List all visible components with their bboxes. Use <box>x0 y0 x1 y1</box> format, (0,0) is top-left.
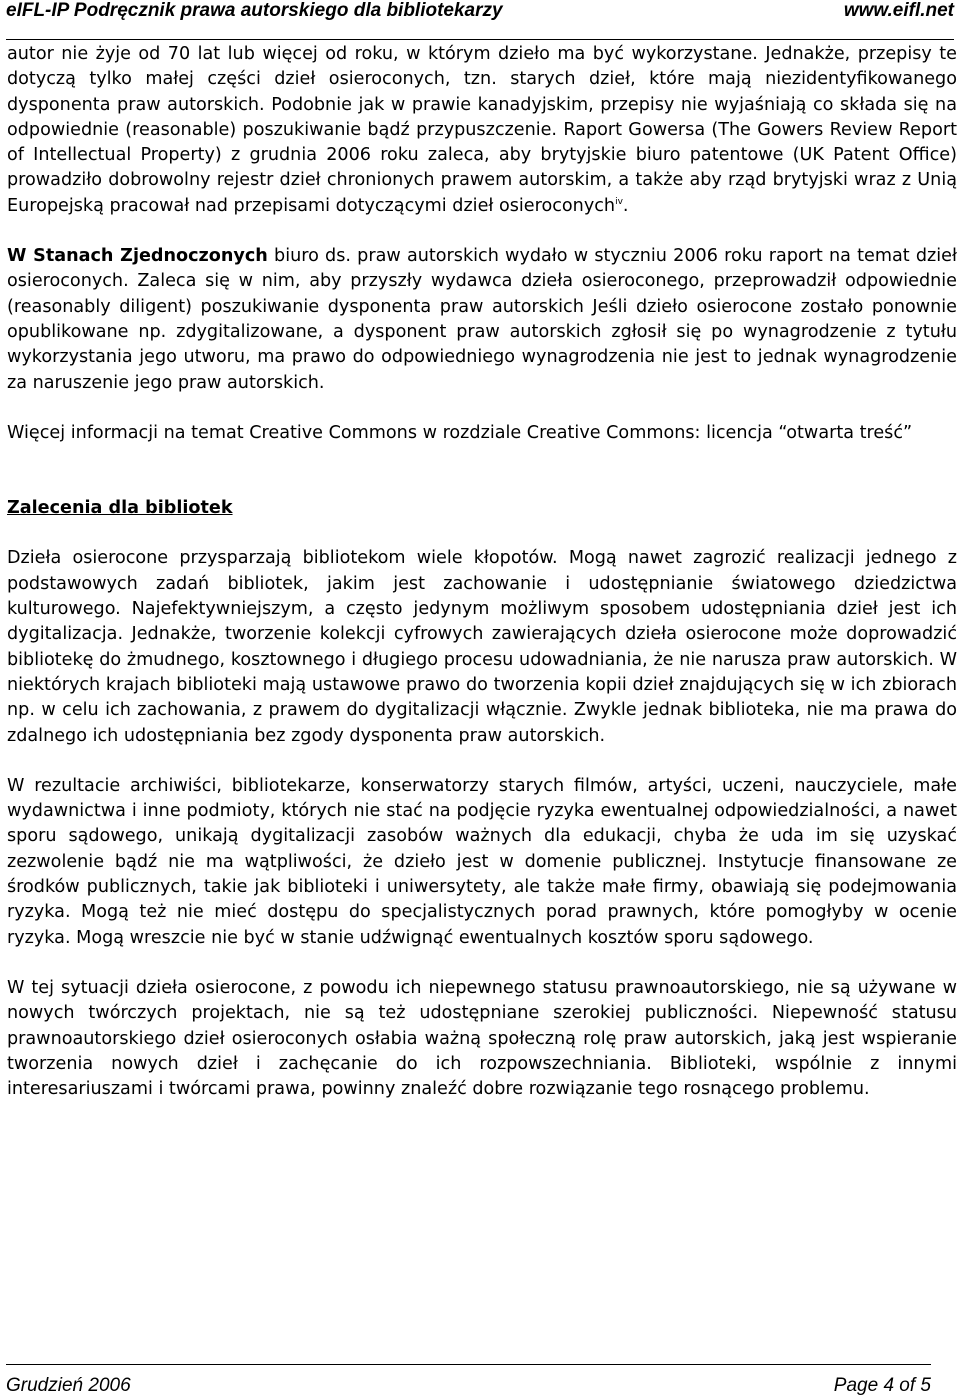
paragraph-end: . <box>622 195 629 216</box>
paragraph-creative-commons-reference: Więcej informacji na temat Creative Commons w rozdziale Creative Commons: licencja “otwarta treść” <box>7 422 913 443</box>
paragraph-library-problems: Dzieła osierocone przysparzają bibliotekom wiele kłopotów. Mogą nawet zagrozić realizacji jednego z podstawowych zadań bibliotek, jakim jest zachowanie i udostępnianie światowego dziedzictwa kulturowego. Najefektywniejszym, a często jedynym możliwym sposobem udostępniania dzieł jest ich dygitalizacja. Jednakże, tworzenie kolekcji cyfrowych zawierających dzieła osierocone może doprowadzić bibliotekę do żmudnego, kosztownego i długiego procesu udowadniania, że nie narusza praw autorskich. W niektórych krajach biblioteki mają ustawowe prawo do tworzenia kopii dzieł znajdujących się w ich zbiorach np. w celu ich zachowania, z prawem do dygitalizacji włącznie. Zwykle jednak biblioteka, nie ma prawa do zdalnego ich udostępniania bez zgody dysponenta praw autorskich. <box>7 548 957 746</box>
paragraph-consequences: W rezultacie archiwiści, bibliotekarze, konserwatorzy starych filmów, artyści, uczeni, nauczyciele, małe wydawnictwa i inne podmioty, których nie stać na podjęcie ryzyka ewentualnej odpowiedzialności, a nawet sporu sądowego, unikają dygitalizacji zasobów ważnych dla edukacji, chyba że uda im się uzyskać zezwolenie bądź nie ma wątpliwości, że dzieło jest w domenie publicznej. Instytucje finansowane ze środków publicznych, takie jak biblioteki i uniwersytety, ale także małe firmy, obawiają się podejmowania ryzyka. Mogą też nie mieć dostępu do specjalistycznych porad prawnych, które pomogłyby w ocenie ryzyka. Mogą wreszcie nie być w stanie udźwignąć ewentualnych kosztów sporu sądowego. <box>7 775 957 948</box>
header-website: www.eifl.net <box>843 0 954 21</box>
paragraph-us-law <box>7 244 957 396</box>
document-body <box>7 42 957 1102</box>
page-footer <box>6 1364 931 1397</box>
section-heading: Zalecenia dla bibliotek <box>7 498 233 519</box>
footer-date: Grudzień 2006 <box>6 1375 131 1396</box>
paragraph-text: autor nie żyje od 70 lat lub więcej od roku, w którym dzieło ma być wykorzystane. Jednakże, przepisy te dotyczą tylko małej części dzieł osieroconych, tzn. starych dzieł, które mają niezidentyfikowanego dysponenta praw autorskich. Podobnie jak w prawie kanadyjskim, przepisy nie wyjaśniają co składa się na odpowiednie (reasonable) poszukiwanie bądź przypuszczenie. Raport Gowersa (The Gowers Review Report of Intellectual Property) z grudnia 2006 roku zaleca, aby brytyjskie biuro patentowe (UK Patent Office) prowadziło dobrowolny rejestr dzieł chronionych prawem autorskim, a także aby rząd brytyjski wraz z Unią Europejską pracował nad przepisami dotyczącymi dzieł osieroconych <box>7 44 957 216</box>
paragraph-uk-law <box>7 42 957 219</box>
paragraph-conclusion: W tej sytuacji dzieła osierocone, z powodu ich niepewnego statusu prawnoautorskiego, nie są używane w nowych twórczych projektach, nie są też udostępniane szerokiej publiczności. Niepewność statusu prawnoautorskiego dzieł osieroconych osłabia ważną społeczną rolę praw autorskich, jaką jest wspieranie tworzenia nowych dzieł i zachęcanie do ich rozpowszechniania. Biblioteki, wspólnie z innymi interesariuszami i twórcami prawa, powinny znaleźć dobre rozwiązanie tego rosnącego problemu. <box>7 977 957 1100</box>
header-title: eIFL-IP Podręcznik prawa autorskiego dla bibliotekarzy <box>6 0 503 21</box>
bold-lead-in: W Stanach Zjednoczonych <box>7 246 268 267</box>
page-number: Page 4 of 5 <box>833 1375 931 1396</box>
page-header <box>6 0 954 40</box>
paragraph-text: biuro ds. praw autorskich wydało w styczniu 2006 roku raport na temat dzieł osieroconych. Zaleca się w nim, aby przyszły wydawca dzieła osieroconego, przeprowadził odpowiednie (reasonably diligent) poszukiwanie dysponenta praw autorskich Jeśli dzieło osierocone zostało ponownie opublikowane np. zdygitalizowane, a dysponent praw autorskich zgłosił się po wynagrodzenie z tytułu wykorzystania jego utworu, ma prawo do odpowiedniego wynagrodzenia nie jest to jednak wynagrodzenie za naruszenie jego praw autorskich. <box>7 246 958 393</box>
footnote-marker: iv <box>615 196 623 207</box>
